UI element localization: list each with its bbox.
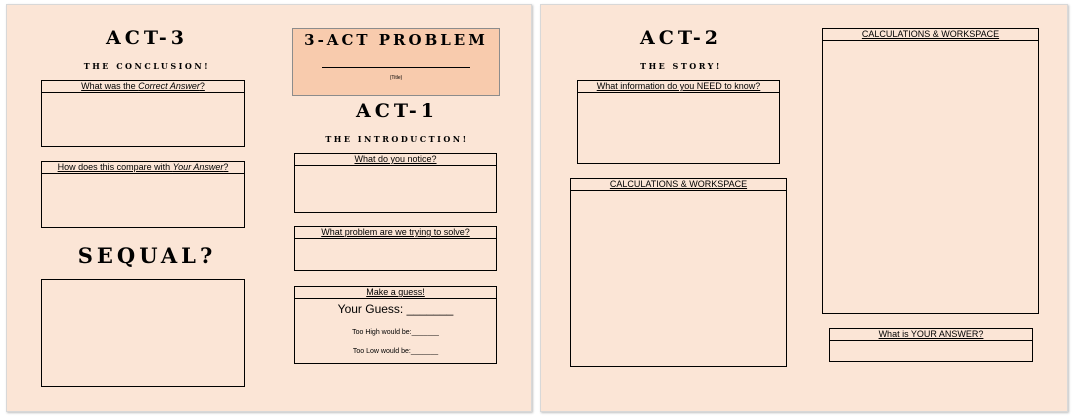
workspace-right-box[interactable] <box>822 28 1039 314</box>
sequel-heading: SEQUAL? <box>77 243 217 268</box>
notice-label: What do you notice? <box>295 154 496 166</box>
notice-box[interactable] <box>294 153 497 213</box>
title-block <box>292 28 500 96</box>
left-page <box>6 4 532 412</box>
problem-box[interactable] <box>294 226 497 271</box>
guess-label: Make a guess! <box>295 287 496 299</box>
need-info-label: What information do you NEED to know? <box>578 81 779 93</box>
title-underline[interactable] <box>322 67 470 68</box>
problem-label: What problem are we trying to solve? <box>295 227 496 239</box>
guess-box[interactable] <box>294 286 497 364</box>
problem-title: 3-ACT PROBLEM <box>304 31 488 49</box>
correct-answer-label: What was the Correct Answer? <box>42 81 244 93</box>
right-page <box>540 4 1068 412</box>
act2-subheading: THE STORY! <box>640 61 722 71</box>
act2-heading: ACT-2 <box>640 27 722 49</box>
act1-heading: ACT-1 <box>356 100 438 122</box>
need-info-box[interactable] <box>577 80 780 164</box>
act3-subheading: THE CONCLUSION! <box>83 61 211 71</box>
act1-subheading: THE INTRODUCTION! <box>325 134 469 144</box>
title-caption: (Title) <box>389 75 403 81</box>
workspace-right-label: CALCULATIONS & WORKSPACE <box>823 29 1038 41</box>
too-low-field[interactable]: Too Low would be:_______ <box>352 348 439 355</box>
correct-answer-box[interactable] <box>41 80 245 147</box>
compare-answer-label: How does this compare with Your Answer? <box>42 162 244 174</box>
sequel-box[interactable] <box>41 279 245 387</box>
too-high-field[interactable]: Too High would be:_______ <box>352 329 439 336</box>
compare-answer-box[interactable] <box>41 161 245 228</box>
answer-box[interactable] <box>829 328 1033 362</box>
workspace-left-label: CALCULATIONS & WORKSPACE <box>571 179 786 191</box>
workspace-left-box[interactable] <box>570 178 787 367</box>
your-guess-field[interactable]: Your Guess: _______ <box>337 302 454 316</box>
answer-label: What is YOUR ANSWER? <box>830 329 1032 341</box>
act3-heading: ACT-3 <box>106 27 188 49</box>
